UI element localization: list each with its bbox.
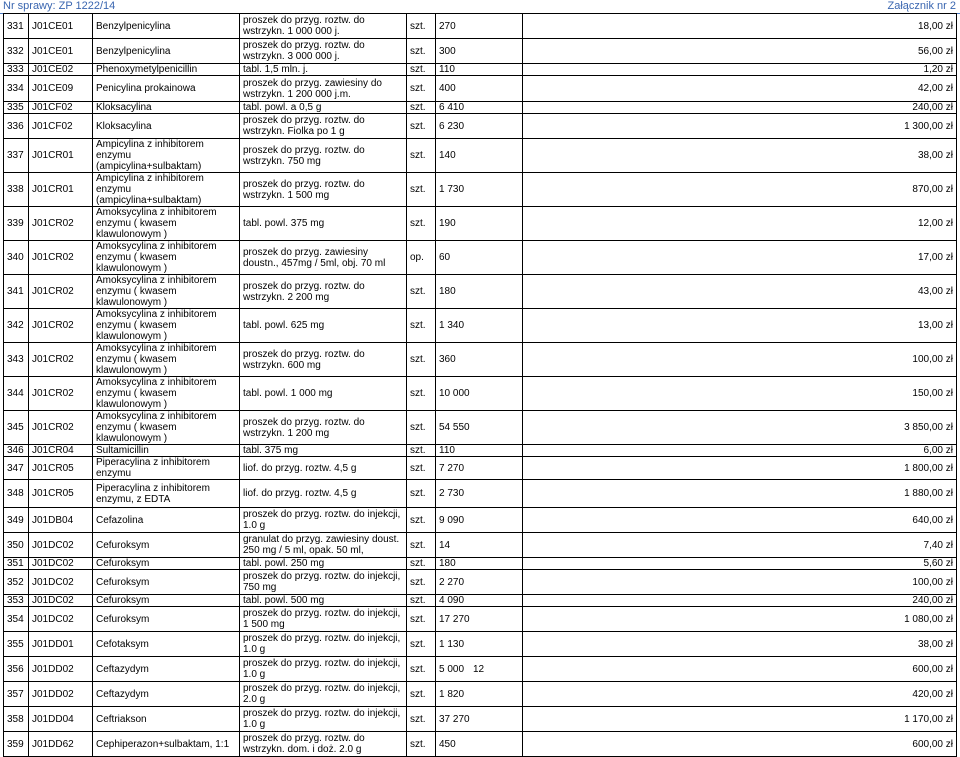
quantity-cell: 180 bbox=[436, 275, 523, 309]
drug-form-cell: proszek do przyg. roztw. do wstrzykn. 2 200 mg bbox=[240, 275, 407, 309]
quantity-cell: 110 bbox=[436, 64, 523, 76]
table-row bbox=[4, 309, 957, 343]
table-row bbox=[4, 632, 957, 657]
table-row bbox=[4, 207, 957, 241]
row-number-cell: 359 bbox=[4, 732, 29, 757]
page-number: 12 bbox=[473, 664, 485, 675]
unit-cell: szt. bbox=[407, 480, 436, 508]
unit-cell: szt. bbox=[407, 207, 436, 241]
row-number-cell: 342 bbox=[4, 309, 29, 343]
quantity-cell: 6 410 bbox=[436, 102, 523, 114]
atc-code-cell: J01CR02 bbox=[29, 275, 93, 309]
table-row bbox=[4, 139, 957, 173]
drug-form-cell: proszek do przyg. roztw. do injekcji, 2.0 g bbox=[240, 682, 407, 707]
drug-form-cell: proszek do przyg. roztw. do wstrzykn. Fiolka po 1 g bbox=[240, 114, 407, 139]
quantity-cell: 2 270 bbox=[436, 570, 523, 595]
unit-price-cell: 640,00 zł bbox=[523, 508, 957, 533]
unit-cell: szt. bbox=[407, 275, 436, 309]
row-number-cell: 355 bbox=[4, 632, 29, 657]
unit-price-cell: 38,00 zł bbox=[523, 139, 957, 173]
drug-name-cell: Cephiperazon+sulbaktam, 1:1 bbox=[93, 732, 240, 757]
unit-price-cell: 18,00 zł bbox=[523, 14, 957, 39]
drug-form-cell: tabl. powl. 1 000 mg bbox=[240, 377, 407, 411]
drug-name-cell: Kloksacylina bbox=[93, 114, 240, 139]
drug-form-cell: proszek do przyg. roztw. do wstrzykn. 1 500 mg bbox=[240, 173, 407, 207]
row-number-cell: 343 bbox=[4, 343, 29, 377]
table-row bbox=[4, 732, 957, 757]
drug-form-cell: proszek do przyg. zawiesiny doustn., 457mg / 5ml, obj. 70 ml bbox=[240, 241, 407, 275]
row-number-cell: 335 bbox=[4, 102, 29, 114]
drug-name-cell: Cefuroksym bbox=[93, 595, 240, 607]
quantity-cell: 450 bbox=[436, 732, 523, 757]
quantity-cell: 270 bbox=[436, 14, 523, 39]
row-number-cell: 334 bbox=[4, 76, 29, 102]
unit-cell: szt. bbox=[407, 508, 436, 533]
drug-form-cell: tabl. 1,5 mln. j. bbox=[240, 64, 407, 76]
quantity-cell: 1 130 bbox=[436, 632, 523, 657]
row-number-cell: 337 bbox=[4, 139, 29, 173]
unit-price-cell: 240,00 zł bbox=[523, 102, 957, 114]
table-row bbox=[4, 275, 957, 309]
row-number-cell: 346 bbox=[4, 445, 29, 457]
table-row bbox=[4, 508, 957, 533]
attachment-label: Załącznik nr 2 bbox=[887, 0, 956, 12]
row-number-cell: 351 bbox=[4, 558, 29, 570]
unit-price-cell: 5,60 zł bbox=[523, 558, 957, 570]
row-number-cell: 338 bbox=[4, 173, 29, 207]
drug-name-cell: Benzylpenicylina bbox=[93, 39, 240, 64]
drug-form-cell: proszek do przyg. roztw. do injekcji, 1.0 g bbox=[240, 657, 407, 682]
table-row bbox=[4, 114, 957, 139]
atc-code-cell: J01CR02 bbox=[29, 411, 93, 445]
atc-code-cell: J01DC02 bbox=[29, 607, 93, 632]
drug-name-cell: Amoksycylina z inhibitorem enzymu ( kwasem klawulonowym ) bbox=[93, 309, 240, 343]
unit-cell: szt. bbox=[407, 173, 436, 207]
atc-code-cell: J01CE02 bbox=[29, 64, 93, 76]
unit-price-cell: 42,00 zł bbox=[523, 76, 957, 102]
unit-cell: szt. bbox=[407, 657, 436, 682]
unit-price-cell: 600,00 zł bbox=[523, 657, 957, 682]
row-number-cell: 348 bbox=[4, 480, 29, 508]
table-row bbox=[4, 570, 957, 595]
quantity-cell: 140 bbox=[436, 139, 523, 173]
atc-code-cell: J01CR05 bbox=[29, 480, 93, 508]
drug-name-cell: Kloksacylina bbox=[93, 102, 240, 114]
table-row bbox=[4, 480, 957, 508]
table-row bbox=[4, 707, 957, 732]
drug-name-cell: Ampicylina z inhibitorem enzymu (ampicylina+sulbaktam) bbox=[93, 139, 240, 173]
table-row bbox=[4, 14, 957, 39]
drug-form-cell: liof. do przyg. roztw. 4,5 g bbox=[240, 457, 407, 480]
drug-name-cell: Ceftazydym bbox=[93, 682, 240, 707]
unit-price-cell: 870,00 zł bbox=[523, 173, 957, 207]
unit-cell: szt. bbox=[407, 570, 436, 595]
unit-cell: szt. bbox=[407, 139, 436, 173]
atc-code-cell: J01CR02 bbox=[29, 309, 93, 343]
quantity-cell: 110 bbox=[436, 445, 523, 457]
table-row bbox=[4, 173, 957, 207]
unit-price-cell: 1 800,00 zł bbox=[523, 457, 957, 480]
table-row bbox=[4, 377, 957, 411]
drug-name-cell: Amoksycylina z inhibitorem enzymu ( kwasem klawulonowym ) bbox=[93, 275, 240, 309]
unit-cell: szt. bbox=[407, 732, 436, 757]
drug-name-cell: Amoksycylina z inhibitorem enzymu ( kwasem klawulonowym ) bbox=[93, 241, 240, 275]
unit-cell: szt. bbox=[407, 632, 436, 657]
unit-cell: szt. bbox=[407, 64, 436, 76]
atc-code-cell: J01CR04 bbox=[29, 445, 93, 457]
drug-name-cell: Ceftazydym bbox=[93, 657, 240, 682]
atc-code-cell: J01CF02 bbox=[29, 102, 93, 114]
drug-name-cell: Piperacylina z inhibitorem enzymu bbox=[93, 457, 240, 480]
unit-cell: szt. bbox=[407, 682, 436, 707]
atc-code-cell: J01DD04 bbox=[29, 707, 93, 732]
row-number-cell: 333 bbox=[4, 64, 29, 76]
atc-code-cell: J01CR01 bbox=[29, 173, 93, 207]
drug-form-cell: proszek do przyg. roztw. do wstrzykn. 3 000 000 j. bbox=[240, 39, 407, 64]
table-row bbox=[4, 411, 957, 445]
quantity-cell: 14 bbox=[436, 533, 523, 558]
row-number-cell: 349 bbox=[4, 508, 29, 533]
unit-price-cell: 1 880,00 zł bbox=[523, 480, 957, 508]
unit-cell: szt. bbox=[407, 343, 436, 377]
drug-form-cell: tabl. powl. 375 mg bbox=[240, 207, 407, 241]
atc-code-cell: J01CE09 bbox=[29, 76, 93, 102]
row-number-cell: 350 bbox=[4, 533, 29, 558]
unit-price-cell: 240,00 zł bbox=[523, 595, 957, 607]
unit-cell: szt. bbox=[407, 14, 436, 39]
unit-cell: szt. bbox=[407, 607, 436, 632]
row-number-cell: 344 bbox=[4, 377, 29, 411]
table-row bbox=[4, 76, 957, 102]
quantity-cell: 6 230 bbox=[436, 114, 523, 139]
drug-name-cell: Cefazolina bbox=[93, 508, 240, 533]
drug-form-cell: tabl. powl. a 0,5 g bbox=[240, 102, 407, 114]
drug-name-cell: Benzylpenicylina bbox=[93, 14, 240, 39]
table-row bbox=[4, 343, 957, 377]
unit-cell: szt. bbox=[407, 533, 436, 558]
row-number-cell: 347 bbox=[4, 457, 29, 480]
drug-name-cell: Sultamicillin bbox=[93, 445, 240, 457]
drug-form-cell: granulat do przyg. zawiesiny doust. 250 mg / 5 ml, opak. 50 ml, bbox=[240, 533, 407, 558]
unit-price-cell: 7,40 zł bbox=[523, 533, 957, 558]
drug-form-cell: proszek do przyg. zawiesiny do wstrzykn. 1 200 000 j.m. bbox=[240, 76, 407, 102]
drug-form-cell: proszek do przyg. roztw. do wstrzykn. dom. i doż. 2.0 g bbox=[240, 732, 407, 757]
drug-name-cell: Amoksycylina z inhibitorem enzymu ( kwasem klawulonowym ) bbox=[93, 377, 240, 411]
row-number-cell: 341 bbox=[4, 275, 29, 309]
quantity-cell: 4 090 bbox=[436, 595, 523, 607]
table-row bbox=[4, 595, 957, 607]
atc-code-cell: J01CF02 bbox=[29, 114, 93, 139]
atc-code-cell: J01CR02 bbox=[29, 377, 93, 411]
atc-code-cell: J01DC02 bbox=[29, 570, 93, 595]
table-row bbox=[4, 558, 957, 570]
unit-cell: szt. bbox=[407, 76, 436, 102]
unit-price-cell: 1,20 zł bbox=[523, 64, 957, 76]
row-number-cell: 357 bbox=[4, 682, 29, 707]
row-number-cell: 354 bbox=[4, 607, 29, 632]
atc-code-cell: J01DD02 bbox=[29, 657, 93, 682]
quantity-cell: 7 270 bbox=[436, 457, 523, 480]
unit-price-cell: 600,00 zł bbox=[523, 732, 957, 757]
drug-name-cell: Ceftriakson bbox=[93, 707, 240, 732]
unit-price-cell: 1 300,00 zł bbox=[523, 114, 957, 139]
drug-form-cell: proszek do przyg. roztw. do injekcji, 1 500 mg bbox=[240, 607, 407, 632]
unit-cell: szt. bbox=[407, 558, 436, 570]
quantity-cell: 300 bbox=[436, 39, 523, 64]
unit-cell: szt. bbox=[407, 39, 436, 64]
quantity-cell: 9 090 bbox=[436, 508, 523, 533]
atc-code-cell: J01DD01 bbox=[29, 632, 93, 657]
atc-code-cell: J01DC02 bbox=[29, 533, 93, 558]
row-number-cell: 356 bbox=[4, 657, 29, 682]
drug-price-table bbox=[3, 13, 957, 757]
drug-form-cell: proszek do przyg. roztw. do wstrzykn. 1 200 mg bbox=[240, 411, 407, 445]
drug-form-cell: proszek do przyg. roztw. do injekcji, 750 mg bbox=[240, 570, 407, 595]
quantity-cell: 10 000 bbox=[436, 377, 523, 411]
unit-cell: szt. bbox=[407, 102, 436, 114]
quantity-cell: 190 bbox=[436, 207, 523, 241]
row-number-cell: 336 bbox=[4, 114, 29, 139]
quantity-cell: 60 bbox=[436, 241, 523, 275]
drug-form-cell: liof. do przyg. roztw. 4,5 g bbox=[240, 480, 407, 508]
atc-code-cell: J01CR02 bbox=[29, 343, 93, 377]
unit-price-cell: 100,00 zł bbox=[523, 343, 957, 377]
quantity-cell: 1 340 bbox=[436, 309, 523, 343]
unit-price-cell: 1 170,00 zł bbox=[523, 707, 957, 732]
quantity-cell: 37 270 bbox=[436, 707, 523, 732]
drug-name-cell: Cefuroksym bbox=[93, 607, 240, 632]
drug-name-cell: Penicylina prokainowa bbox=[93, 76, 240, 102]
row-number-cell: 339 bbox=[4, 207, 29, 241]
atc-code-cell: J01DD02 bbox=[29, 682, 93, 707]
quantity-cell: 400 bbox=[436, 76, 523, 102]
case-number: Nr sprawy: ZP 1222/14 bbox=[3, 0, 116, 12]
unit-cell: szt. bbox=[407, 411, 436, 445]
quantity-cell: 1 820 bbox=[436, 682, 523, 707]
drug-name-cell: Amoksycylina z inhibitorem enzymu ( kwasem klawulonowym ) bbox=[93, 343, 240, 377]
row-number-cell: 358 bbox=[4, 707, 29, 732]
unit-price-cell: 3 850,00 zł bbox=[523, 411, 957, 445]
table-body bbox=[4, 14, 957, 757]
atc-code-cell: J01DD62 bbox=[29, 732, 93, 757]
row-number-cell: 331 bbox=[4, 14, 29, 39]
unit-price-cell: 150,00 zł bbox=[523, 377, 957, 411]
drug-name-cell: Piperacylina z inhibitorem enzymu, z EDTA bbox=[93, 480, 240, 508]
atc-code-cell: J01CR01 bbox=[29, 139, 93, 173]
unit-cell: szt. bbox=[407, 309, 436, 343]
unit-price-cell: 56,00 zł bbox=[523, 39, 957, 64]
unit-price-cell: 43,00 zł bbox=[523, 275, 957, 309]
atc-code-cell: J01DC02 bbox=[29, 595, 93, 607]
drug-name-cell: Cefuroksym bbox=[93, 570, 240, 595]
quantity-cell: 17 270 bbox=[436, 607, 523, 632]
row-number-cell: 345 bbox=[4, 411, 29, 445]
drug-form-cell: tabl. 375 mg bbox=[240, 445, 407, 457]
atc-code-cell: J01CR02 bbox=[29, 207, 93, 241]
quantity-cell: 5 000 bbox=[436, 657, 523, 682]
table-row bbox=[4, 457, 957, 480]
quantity-cell: 180 bbox=[436, 558, 523, 570]
unit-price-cell: 12,00 zł bbox=[523, 207, 957, 241]
unit-cell: szt. bbox=[407, 445, 436, 457]
drug-form-cell: proszek do przyg. roztw. do wstrzykn. 1 000 000 j. bbox=[240, 14, 407, 39]
table-row bbox=[4, 607, 957, 632]
drug-name-cell: Phenoxymetylpenicillin bbox=[93, 64, 240, 76]
drug-form-cell: proszek do przyg. roztw. do wstrzykn. 600 mg bbox=[240, 343, 407, 377]
atc-code-cell: J01CE01 bbox=[29, 39, 93, 64]
quantity-cell: 360 bbox=[436, 343, 523, 377]
table-row bbox=[4, 682, 957, 707]
row-number-cell: 332 bbox=[4, 39, 29, 64]
row-number-cell: 353 bbox=[4, 595, 29, 607]
atc-code-cell: J01CE01 bbox=[29, 14, 93, 39]
unit-cell: szt. bbox=[407, 457, 436, 480]
quantity-cell: 2 730 bbox=[436, 480, 523, 508]
row-number-cell: 352 bbox=[4, 570, 29, 595]
atc-code-cell: J01DB04 bbox=[29, 508, 93, 533]
atc-code-cell: J01DC02 bbox=[29, 558, 93, 570]
table-row bbox=[4, 39, 957, 64]
table-row bbox=[4, 102, 957, 114]
drug-form-cell: proszek do przyg. roztw. do wstrzykn. 750 mg bbox=[240, 139, 407, 173]
unit-price-cell: 6,00 zł bbox=[523, 445, 957, 457]
unit-price-cell: 13,00 zł bbox=[523, 309, 957, 343]
quantity-cell: 54 550 bbox=[436, 411, 523, 445]
atc-code-cell: J01CR02 bbox=[29, 241, 93, 275]
unit-cell: szt. bbox=[407, 114, 436, 139]
drug-name-cell: Amoksycylina z inhibitorem enzymu ( kwasem klawulonowym ) bbox=[93, 207, 240, 241]
unit-price-cell: 420,00 zł bbox=[523, 682, 957, 707]
unit-price-cell: 100,00 zł bbox=[523, 570, 957, 595]
drug-name-cell: Cefotaksym bbox=[93, 632, 240, 657]
unit-cell: szt. bbox=[407, 595, 436, 607]
atc-code-cell: J01CR05 bbox=[29, 457, 93, 480]
unit-price-cell: 38,00 zł bbox=[523, 632, 957, 657]
quantity-cell: 1 730 bbox=[436, 173, 523, 207]
table-row bbox=[4, 445, 957, 457]
table-row bbox=[4, 64, 957, 76]
drug-form-cell: tabl. powl. 625 mg bbox=[240, 309, 407, 343]
table-row bbox=[4, 241, 957, 275]
unit-price-cell: 17,00 zł bbox=[523, 241, 957, 275]
table-row bbox=[4, 533, 957, 558]
drug-form-cell: proszek do przyg. roztw. do injekcji, 1.0 g bbox=[240, 707, 407, 732]
document-header bbox=[0, 0, 960, 14]
drug-form-cell: tabl. powl. 500 mg bbox=[240, 595, 407, 607]
drug-name-cell: Ampicylina z inhibitorem enzymu (ampicylina+sulbaktam) bbox=[93, 173, 240, 207]
unit-price-cell: 1 080,00 zł bbox=[523, 607, 957, 632]
drug-form-cell: proszek do przyg. roztw. do injekcji, 1.0 g bbox=[240, 632, 407, 657]
drug-name-cell: Amoksycylina z inhibitorem enzymu ( kwasem klawulonowym ) bbox=[93, 411, 240, 445]
drug-name-cell: Cefuroksym bbox=[93, 558, 240, 570]
row-number-cell: 340 bbox=[4, 241, 29, 275]
drug-form-cell: proszek do przyg. roztw. do injekcji, 1.0 g bbox=[240, 508, 407, 533]
unit-cell: szt. bbox=[407, 707, 436, 732]
drug-form-cell: tabl. powl. 250 mg bbox=[240, 558, 407, 570]
unit-cell: szt. bbox=[407, 377, 436, 411]
unit-cell: op. bbox=[407, 241, 436, 275]
drug-name-cell: Cefuroksym bbox=[93, 533, 240, 558]
